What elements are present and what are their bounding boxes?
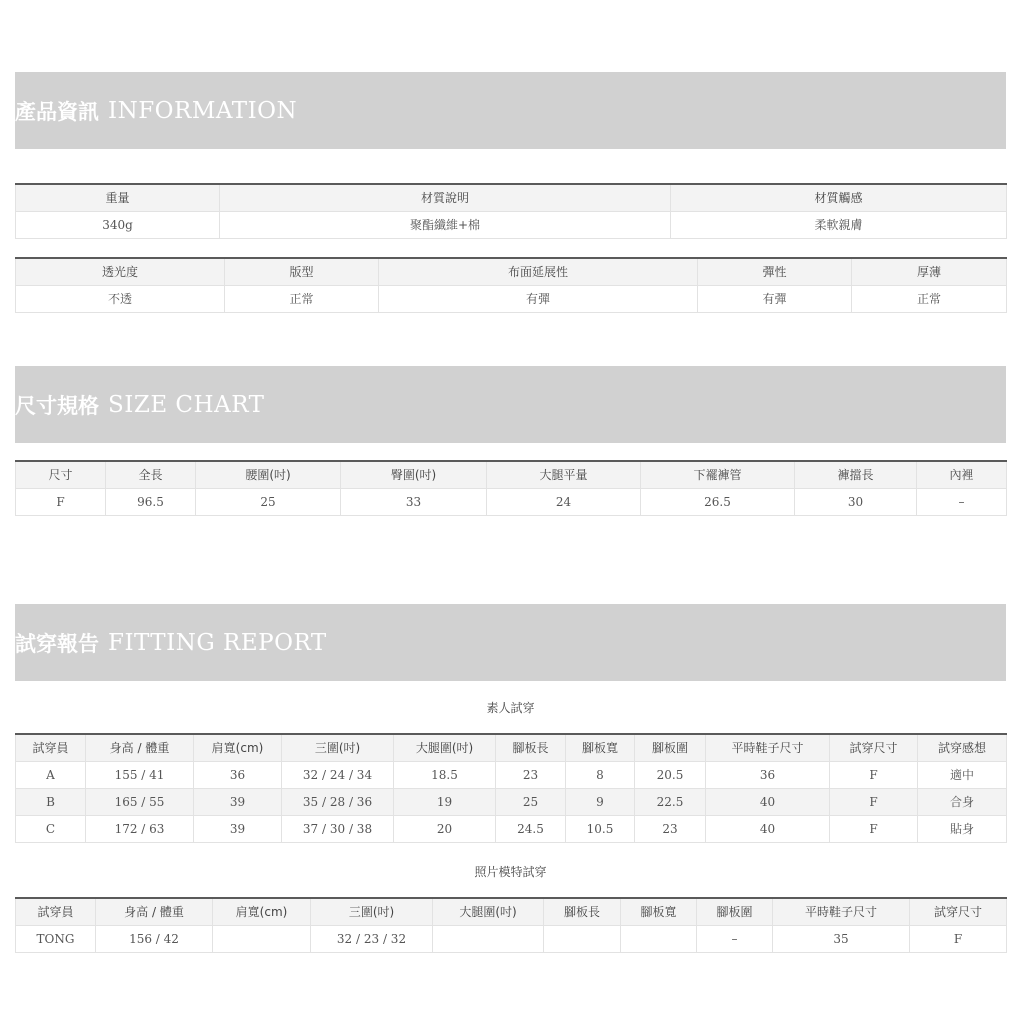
table-cell: 25 bbox=[496, 788, 566, 815]
table-cell: 8 bbox=[566, 761, 635, 788]
value-thickness: 正常 bbox=[852, 285, 1007, 312]
table-cell: 22.5 bbox=[635, 788, 706, 815]
value-fit: 正常 bbox=[225, 285, 379, 312]
column-header: 試穿感想 bbox=[918, 734, 1007, 761]
table-cell: 23 bbox=[496, 761, 566, 788]
section-title-zh: 試穿報告 bbox=[15, 631, 99, 656]
table-cell: 32 / 23 / 32 bbox=[311, 925, 433, 952]
header-waist: 腰圍(吋) bbox=[196, 461, 341, 488]
column-header: 大腿圍(吋) bbox=[433, 898, 544, 925]
table-cell: 36 bbox=[706, 761, 830, 788]
table-cell: C bbox=[16, 815, 86, 842]
table-cell: 40 bbox=[706, 788, 830, 815]
table-cell: F bbox=[830, 788, 918, 815]
header-hem: 下襬褲管 bbox=[641, 461, 795, 488]
column-header: 腳板長 bbox=[496, 734, 566, 761]
section-title-zh: 尺寸規格 bbox=[15, 393, 99, 418]
value-elasticity: 有彈 bbox=[698, 285, 852, 312]
table-cell: F bbox=[830, 815, 918, 842]
column-header: 腳板圍 bbox=[635, 734, 706, 761]
table-cell: 37 / 30 / 38 bbox=[282, 815, 394, 842]
table-row bbox=[16, 815, 1007, 842]
value-waist: 25 bbox=[196, 488, 341, 515]
value-size: F bbox=[16, 488, 106, 515]
header-thickness: 厚薄 bbox=[852, 258, 1007, 285]
column-header: 身高 / 體重 bbox=[96, 898, 213, 925]
value-hip: 33 bbox=[341, 488, 487, 515]
property-table bbox=[15, 257, 1007, 313]
table-cell: B bbox=[16, 788, 86, 815]
table-cell: 18.5 bbox=[394, 761, 496, 788]
table-cell: 24.5 bbox=[496, 815, 566, 842]
table-cell: 35 bbox=[773, 925, 910, 952]
table-cell: 155 / 41 bbox=[86, 761, 194, 788]
section-title-en: FITTING REPORT bbox=[108, 629, 327, 656]
header-rise: 褲擋長 bbox=[795, 461, 917, 488]
column-header: 腳板寬 bbox=[566, 734, 635, 761]
header-thigh: 大腿平量 bbox=[487, 461, 641, 488]
table-cell: 20.5 bbox=[635, 761, 706, 788]
table-cell: 19 bbox=[394, 788, 496, 815]
column-header: 肩寬(cm) bbox=[213, 898, 311, 925]
table-cell: F bbox=[910, 925, 1007, 952]
header-fit: 版型 bbox=[225, 258, 379, 285]
header-stretch: 布面延展性 bbox=[379, 258, 698, 285]
table-cell: 35 / 28 / 36 bbox=[282, 788, 394, 815]
table-cell: 32 / 24 / 34 bbox=[282, 761, 394, 788]
value-material: 聚酯纖維+棉 bbox=[220, 211, 671, 238]
table-cell: 適中 bbox=[918, 761, 1007, 788]
section-banner-fitting-report bbox=[15, 604, 1006, 681]
table-cell bbox=[621, 925, 697, 952]
column-header: 三圍(吋) bbox=[282, 734, 394, 761]
table-cell: 39 bbox=[194, 788, 282, 815]
section-title-en: SIZE CHART bbox=[108, 391, 265, 418]
table-cell: 10.5 bbox=[566, 815, 635, 842]
header-material: 材質說明 bbox=[220, 184, 671, 211]
header-touch: 材質觸感 bbox=[671, 184, 1007, 211]
table-cell: 156 / 42 bbox=[96, 925, 213, 952]
header-elasticity: 彈性 bbox=[698, 258, 852, 285]
table-cell: 172 / 63 bbox=[86, 815, 194, 842]
model-fitting-table bbox=[15, 897, 1007, 953]
column-header: 試穿員 bbox=[16, 898, 96, 925]
header-hip: 臀圍(吋) bbox=[341, 461, 487, 488]
table-cell: 貼身 bbox=[918, 815, 1007, 842]
column-header: 身高 / 體重 bbox=[86, 734, 194, 761]
size-chart-table bbox=[15, 460, 1007, 516]
column-header: 三圍(吋) bbox=[311, 898, 433, 925]
section-title-en: INFORMATION bbox=[108, 97, 298, 124]
header-size: 尺寸 bbox=[16, 461, 106, 488]
table-cell: 9 bbox=[566, 788, 635, 815]
table-cell bbox=[213, 925, 311, 952]
header-weight: 重量 bbox=[16, 184, 220, 211]
section-title-zh: 產品資訊 bbox=[15, 99, 99, 124]
table-cell: A bbox=[16, 761, 86, 788]
section-banner-information bbox=[15, 72, 1006, 149]
table-cell: 合身 bbox=[918, 788, 1007, 815]
value-rise: 30 bbox=[795, 488, 917, 515]
value-thigh: 24 bbox=[487, 488, 641, 515]
table-cell: 20 bbox=[394, 815, 496, 842]
table-cell: – bbox=[697, 925, 773, 952]
header-lining: 內裡 bbox=[917, 461, 1007, 488]
column-header: 腳板圍 bbox=[697, 898, 773, 925]
column-header: 試穿尺寸 bbox=[830, 734, 918, 761]
column-header: 腳板長 bbox=[544, 898, 621, 925]
column-header: 試穿尺寸 bbox=[910, 898, 1007, 925]
table-row bbox=[16, 788, 1007, 815]
table-row bbox=[16, 761, 1007, 788]
amateur-fitting-caption: 素人試穿 bbox=[486, 701, 535, 715]
table-cell bbox=[433, 925, 544, 952]
value-opacity: 不透 bbox=[16, 285, 225, 312]
header-opacity: 透光度 bbox=[16, 258, 225, 285]
value-touch: 柔軟親膚 bbox=[671, 211, 1007, 238]
table-cell bbox=[544, 925, 621, 952]
model-fitting-caption: 照片模特試穿 bbox=[474, 865, 547, 879]
table-cell: 39 bbox=[194, 815, 282, 842]
value-lining: – bbox=[917, 488, 1007, 515]
table-cell: 23 bbox=[635, 815, 706, 842]
column-header: 平時鞋子尺寸 bbox=[773, 898, 910, 925]
column-header: 平時鞋子尺寸 bbox=[706, 734, 830, 761]
table-cell: TONG bbox=[16, 925, 96, 952]
table-cell: 36 bbox=[194, 761, 282, 788]
table-cell: 40 bbox=[706, 815, 830, 842]
material-table bbox=[15, 183, 1007, 239]
column-header: 腳板寬 bbox=[621, 898, 697, 925]
amateur-fitting-table bbox=[15, 733, 1007, 843]
table-cell: 165 / 55 bbox=[86, 788, 194, 815]
column-header: 試穿員 bbox=[16, 734, 86, 761]
table-row bbox=[16, 925, 1007, 952]
header-length: 全長 bbox=[106, 461, 196, 488]
value-stretch: 有彈 bbox=[379, 285, 698, 312]
table-cell: F bbox=[830, 761, 918, 788]
column-header: 肩寬(cm) bbox=[194, 734, 282, 761]
value-length: 96.5 bbox=[106, 488, 196, 515]
value-hem: 26.5 bbox=[641, 488, 795, 515]
column-header: 大腿圍(吋) bbox=[394, 734, 496, 761]
section-banner-size-chart bbox=[15, 366, 1006, 443]
value-weight: 340g bbox=[16, 211, 220, 238]
